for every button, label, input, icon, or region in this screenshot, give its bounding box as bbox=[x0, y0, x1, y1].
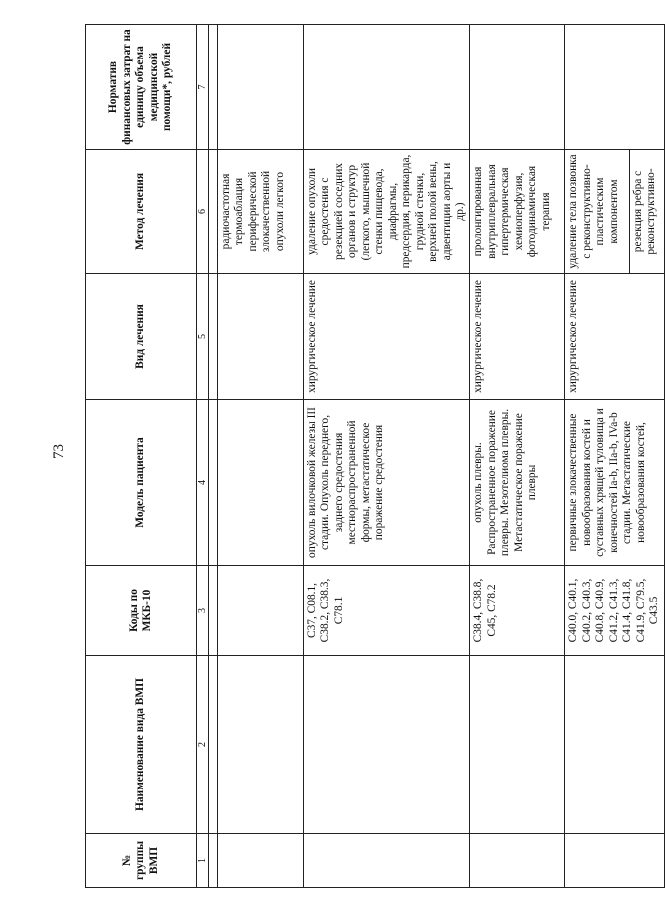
column-number: 5 bbox=[197, 274, 209, 400]
header-treatment-type: Вид лечения bbox=[86, 274, 197, 400]
header-vmp-name: Наименование вида ВМП bbox=[86, 656, 197, 834]
column-number-row bbox=[197, 25, 209, 888]
page-number: 73 bbox=[51, 444, 67, 459]
header-icd-codes: Коды по МКБ-10 bbox=[86, 566, 197, 656]
table-row bbox=[565, 25, 629, 888]
icd-codes-cell: C38.4, C38.8, C45, C78.2 bbox=[470, 566, 565, 656]
vmp-table bbox=[85, 24, 665, 888]
patient-model-cell: первичные злокачественные новообразования костей и суставных хрящей туловища и конечностей Ia-b, IIa-b, IVa-b стадии. Метастатические новообразования костей, bbox=[565, 400, 664, 566]
header-cost-norm: Норматив финансовых затрат на единицу объема медицинской помощи*, рублей bbox=[86, 25, 197, 150]
treatment-type-cell: хирургическое лечение bbox=[470, 274, 565, 400]
header-patient-model: Модель пациента bbox=[86, 400, 197, 566]
table-row bbox=[304, 25, 470, 888]
table-row bbox=[470, 25, 565, 888]
treatment-method-cell: резекция ребра с реконструктивно- bbox=[629, 150, 664, 274]
column-number: 6 bbox=[197, 150, 209, 274]
treatment-type-cell: хирургическое лечение bbox=[304, 274, 470, 400]
column-number: 4 bbox=[197, 400, 209, 566]
table-row bbox=[218, 25, 304, 888]
column-number: 2 bbox=[197, 656, 209, 834]
icd-codes-cell: C40.0, C40.1, C40.2, C40.3, C40.8, C40.9, C41.2, C41.3, C41.4, C41.8, C41.9, C79.5, C43.5 bbox=[565, 566, 664, 656]
treatment-method-cell: удаление опухоли средостения с резекцией соседних органов и структур (легкого, мышечной стенки пищевода, диафрагмы, предсердия, перикарда, грудной стенки, верхней полой вены, адвентиции аорты и др.) bbox=[304, 150, 470, 274]
header-row bbox=[86, 25, 197, 888]
header-treatment-method: Метод лечения bbox=[86, 150, 197, 274]
treatment-method-cell: радиочастотная термоаблация периферической злокачественной опухоли легкого bbox=[218, 150, 304, 274]
header-group-number: № группы ВМП bbox=[86, 834, 197, 888]
patient-model-cell: опухоль вилочковой железы III стадии. Опухоль переднего, заднего средостения местнораспространенной формы, метастатическое поражение средостения bbox=[304, 400, 470, 566]
treatment-method-cell: удаление тела позвонка с реконструктивно-пластическим компонентом bbox=[565, 150, 629, 274]
treatment-type-cell: хирургическое лечение bbox=[565, 274, 664, 400]
rotated-table-container bbox=[85, 25, 661, 888]
patient-model-cell: опухоль плевры. Распространенное поражение плевры. Мезотелиома плевры. Метастатическое поражение плевры bbox=[470, 400, 565, 566]
column-number: 3 bbox=[197, 566, 209, 656]
column-number: 7 bbox=[197, 25, 209, 150]
table-row-blank bbox=[209, 25, 218, 888]
treatment-method-cell: пролонгированная внутриплевральная гипертермическая хемиоперфузия, фотодинамическая терапия bbox=[470, 150, 565, 274]
column-number: 1 bbox=[197, 834, 209, 888]
icd-codes-cell: C37, C08.1, C38.2, C38.3, C78.1 bbox=[304, 566, 470, 656]
